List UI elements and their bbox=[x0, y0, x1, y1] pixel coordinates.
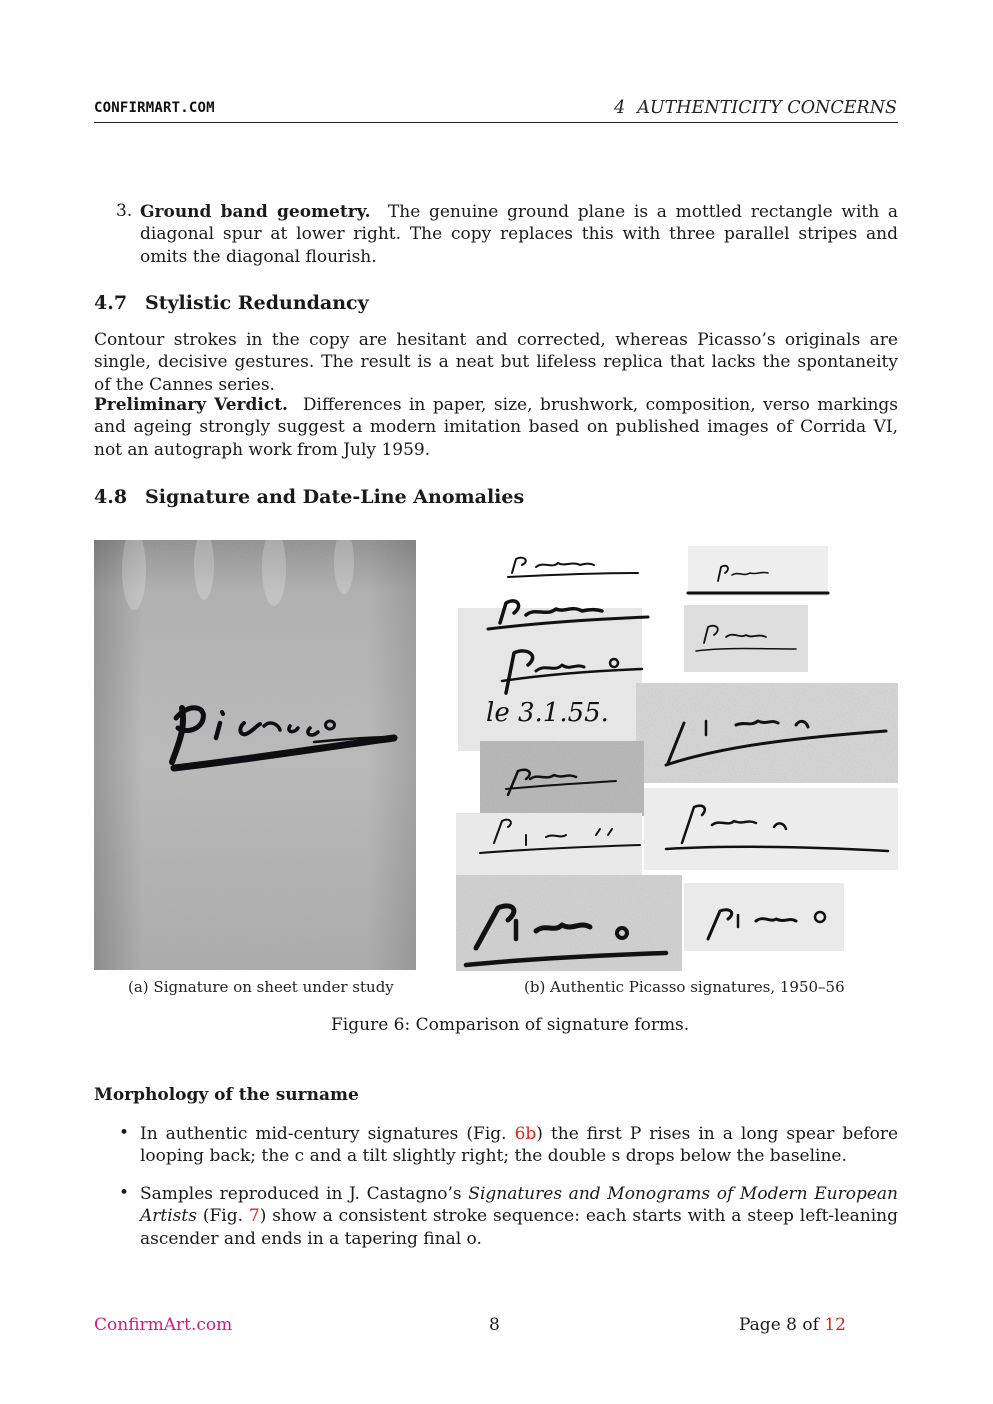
section-number: 4.8 bbox=[94, 486, 128, 508]
section-heading-4-8 bbox=[94, 486, 524, 508]
header-rule bbox=[94, 122, 898, 123]
bullet-1-text-before: In authentic mid-century signatures (Fig. bbox=[140, 1124, 507, 1144]
list-item-number: 3. bbox=[116, 201, 133, 221]
bullet-1-text-after: ) the first P rises in a long spear before looping back; the c and a tilt slightly right; the double s drops below the baseline. bbox=[140, 1124, 899, 1167]
bullet-2-text-mid: (Fig. bbox=[202, 1206, 244, 1227]
subcaption-a: (a) Signature on sheet under study bbox=[128, 978, 394, 996]
footer-site-link[interactable]: ConfirmArt.com bbox=[94, 1315, 233, 1335]
section-heading-4-7 bbox=[94, 292, 369, 314]
verdict-text: Differences in paper, size, brushwork, composition, verso markings and ageing strongly suggest a modern imitation based on published images of Corrida VI, not an autograph work from July 1959. bbox=[94, 395, 898, 460]
verdict-lead: Preliminary Verdict. bbox=[94, 395, 288, 415]
running-header bbox=[614, 98, 897, 118]
bullet-marker: • bbox=[119, 1183, 130, 1203]
date-inscription: le 3.1.55. bbox=[486, 698, 609, 728]
header-section-number: 4 bbox=[614, 98, 626, 118]
section-title: Stylistic Redundancy bbox=[145, 292, 369, 314]
footer-page-number: 8 bbox=[489, 1315, 500, 1335]
list-item bbox=[140, 201, 898, 268]
footer-page-count bbox=[739, 1315, 846, 1335]
authentic-signatures-collage bbox=[456, 543, 898, 971]
subcaption-b: (b) Authentic Picasso signatures, 1950–56 bbox=[524, 978, 845, 996]
signature-photo-under-study bbox=[94, 540, 416, 970]
bullet-item-1 bbox=[140, 1123, 898, 1168]
site-logo: CONFIRMART.COM bbox=[94, 100, 215, 116]
bullet-2-text-before: Samples reproduced in J. Castagno’s bbox=[140, 1184, 462, 1204]
bullet-item-2 bbox=[140, 1183, 898, 1250]
footer-page-label: Page 8 of bbox=[739, 1315, 819, 1335]
bullet-marker: • bbox=[119, 1123, 130, 1143]
list-item-lead: Ground band geometry. bbox=[140, 202, 371, 222]
bullet-2-text-after: ) show a consistent stroke sequence: each starts with a steep left-leaning ascender and ends in a tapering final o. bbox=[140, 1206, 899, 1249]
paragraph-stylistic-redundancy: Contour strokes in the copy are hesitant and corrected, whereas Picasso’s originals are single, decisive gestures. The result is a neat but lifeless replica that lacks the spontaneity of the Cannes series. bbox=[94, 330, 898, 395]
list-item-text: The genuine ground plane is a mottled rectangle with a diagonal spur at lower right. The copy replaces this with three parallel stripes and omits the diagonal flourish. bbox=[140, 202, 899, 267]
section-title: Signature and Date-Line Anomalies bbox=[145, 486, 525, 508]
paragraph-verdict bbox=[94, 394, 898, 461]
figure-6b-link[interactable]: 6b bbox=[514, 1124, 537, 1144]
figure-7-link[interactable]: 7 bbox=[248, 1206, 260, 1227]
morphology-heading: Morphology of the surname bbox=[94, 1085, 359, 1105]
section-number: 4.7 bbox=[94, 292, 128, 314]
header-section-title: AUTHENTICITY CONCERNS bbox=[637, 98, 897, 118]
footer-total-pages-link[interactable]: 12 bbox=[824, 1315, 846, 1335]
book-title: Signatures and Monograms of Modern European Artists bbox=[140, 1184, 898, 1227]
figure-caption: Figure 6: Comparison of signature forms. bbox=[331, 1015, 690, 1035]
